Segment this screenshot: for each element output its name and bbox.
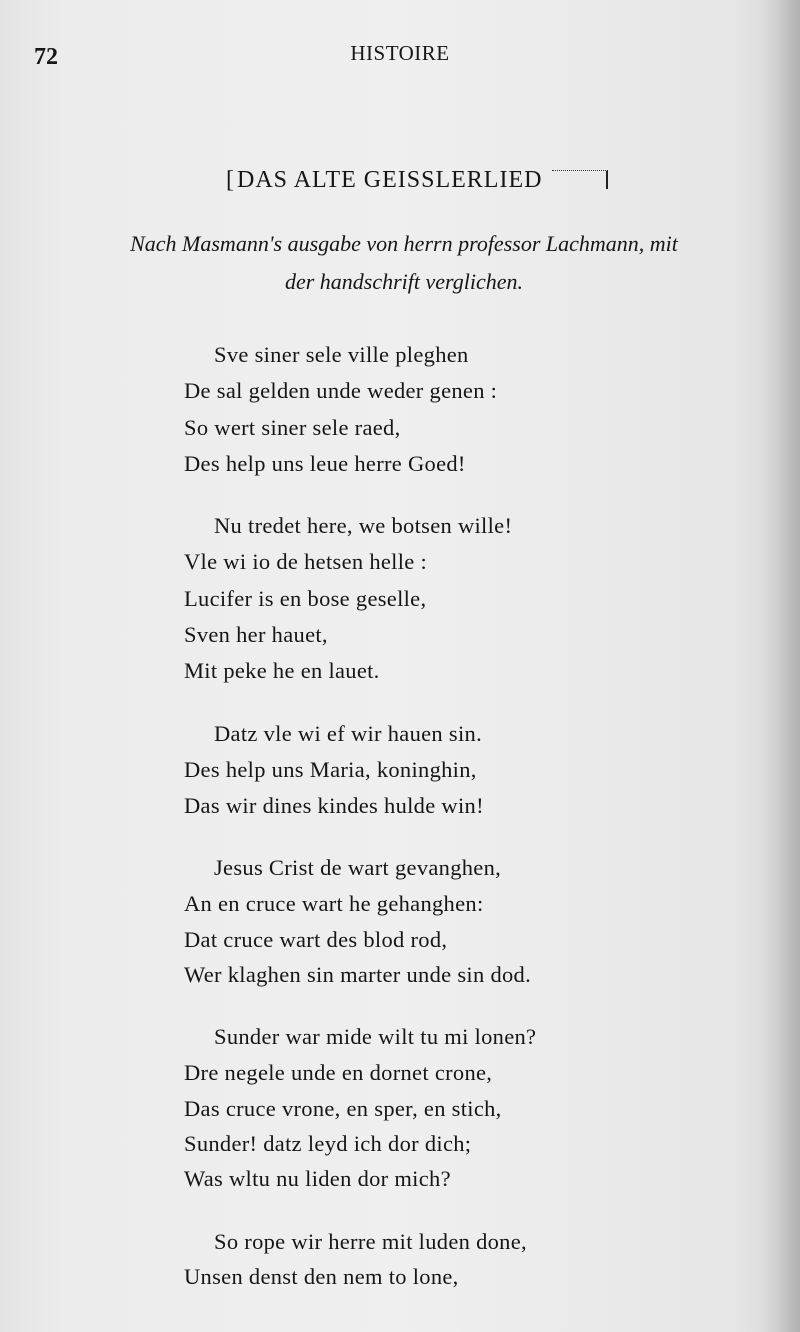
running-title: HISTOIRE [350,41,450,65]
page-edge-shadow [760,0,800,1332]
verse-line: Sunder war mide wilt tu mi lonen? [214,1024,537,1049]
verse-line: Was wltu nu liden dor mich? [184,1166,451,1191]
subtitle-line: der handschrift verglichen. [284,269,524,294]
verse-line: Datz vle wi ef wir hauen sin. [214,721,482,746]
title-bracket: [ [226,167,235,193]
show-through [40,100,46,126]
verse-line: Dre negele unde en dornet crone, [184,1060,493,1085]
verse-line: Sunder! datz leyd ich dor dich; [184,1131,472,1156]
verse-line: Das cruce vrone, en sper, en stich, [184,1096,502,1121]
verse-line: Lucifer is en bose geselle, [184,586,427,611]
verse-line: Nu tredet here, we botsen wille! [214,513,513,538]
subtitle-line: Nach Masmann's ausgabe von herrn professor Lachmann, mit [130,231,678,256]
verse-line: Vle wi io de hetsen helle : [184,549,428,574]
verse-line: Wer klaghen sin marter unde sin dod. [184,962,532,987]
verse-line: Dat cruce wart des blod rod, [184,927,448,952]
verse-line: Des help uns Maria, koninghin, [184,757,477,782]
verse-line: So rope wir herre mit luden done, [214,1229,527,1254]
verse-line: So wert siner sele raed, [184,415,401,440]
verse-line: Sve siner sele ville pleghen [214,342,469,367]
verse-line: Das wir dines kindes hulde win! [184,793,484,818]
page-number: 72 [34,44,58,70]
poem-title [226,167,608,194]
poem-title-text: DAS ALTE GEISSLERLIED [237,167,543,193]
verse-line: Jesus Crist de wart gevanghen, [214,855,502,880]
verse-line: Sven her hauet, [184,622,328,647]
verse-line: An en cruce wart he gehanghen: [184,891,484,916]
verse-line: Unsen denst den nem to lone, [184,1264,459,1289]
title-note-mark [552,170,608,189]
subtitle [44,225,764,301]
verse-line: Des help uns leue herre Goed! [184,451,466,476]
verse-line: Mit peke he en lauet. [184,658,380,683]
verse-line: De sal gelden unde weder genen : [184,378,498,403]
